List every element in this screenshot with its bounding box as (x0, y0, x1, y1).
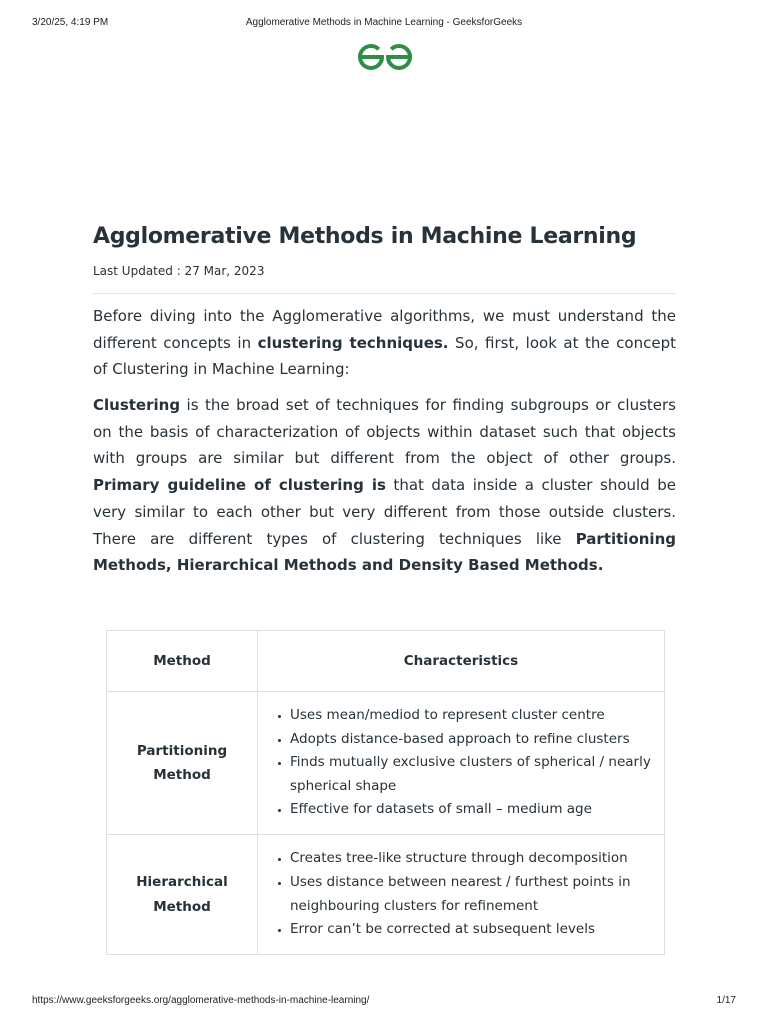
print-header (32, 17, 736, 31)
page-number: 1/17 (716, 995, 736, 1006)
characteristics-list (272, 847, 652, 941)
method-name: Partitioning Method (107, 692, 258, 835)
header-method: Method (107, 631, 258, 692)
print-page-title: Agglomerative Methods in Machine Learning - GeeksforGeeks (245, 17, 523, 28)
clustering-techniques-link[interactable]: clustering techniques. (257, 333, 449, 352)
table-row (107, 835, 665, 955)
table-header-row (107, 631, 665, 692)
geeksforgeeks-logo-icon[interactable] (356, 43, 414, 71)
list-item: • Finds mutually exclusive clusters of spherical / nearly spherical shape (290, 751, 652, 798)
logo-graphic (356, 43, 414, 71)
print-datetime: 3/20/25, 4:19 PM (32, 17, 109, 28)
article-title: Agglomerative Methods in Machine Learning (93, 224, 637, 249)
method-types-term: Partitioning Methods, Hierarchical Methods and Density Based Methods. (93, 529, 676, 575)
list-item: • Uses mean/mediod to represent cluster centre (290, 704, 652, 728)
list-item: • Effective for datasets of small – medium age (290, 798, 652, 822)
methods-table (106, 630, 665, 955)
print-footer (32, 995, 736, 1009)
last-updated: Last Updated : 27 Mar, 2023 (93, 264, 265, 278)
page-url: https://www.geeksforgeeks.org/agglomerative-methods-in-machine-learning/ (32, 995, 370, 1006)
table-row (107, 692, 665, 835)
characteristics-list (272, 704, 652, 822)
clustering-paragraph (93, 392, 676, 579)
list-item: • Adopts distance-based approach to refine clusters (290, 728, 652, 752)
method-name: Hierarchical Method (107, 835, 258, 955)
primary-guideline-term: Primary guideline of clustering is (93, 476, 386, 495)
clustering-text-1: is the broad set of techniques for finding subgroups or clusters on the basis of characterization of objects within dataset such that objects with groups are similar but different from the object of other groups. (93, 396, 676, 468)
intro-text-1: Before diving into the Agglomerative algorithms, we must understand the different concepts in (93, 307, 676, 352)
intro-text-2: So, first, look at the concept of Clustering in Machine Learning: (93, 333, 676, 379)
characteristics-cell (258, 835, 665, 955)
clustering-text-2: that data inside a cluster should be very similar to each other but very different from those outside clusters. There are different types of clustering techniques like (93, 476, 676, 548)
list-item: • Creates tree-like structure through decomposition (290, 847, 652, 871)
list-item: • Uses distance between nearest / furthest points in neighbouring clusters for refinement (290, 871, 652, 918)
title-divider (93, 293, 676, 294)
list-item: • Error can’t be corrected at subsequent levels (290, 918, 652, 942)
header-characteristics: Characteristics (258, 631, 665, 692)
intro-paragraph (93, 303, 676, 383)
characteristics-cell (258, 692, 665, 835)
clustering-term: Clustering (93, 396, 181, 414)
